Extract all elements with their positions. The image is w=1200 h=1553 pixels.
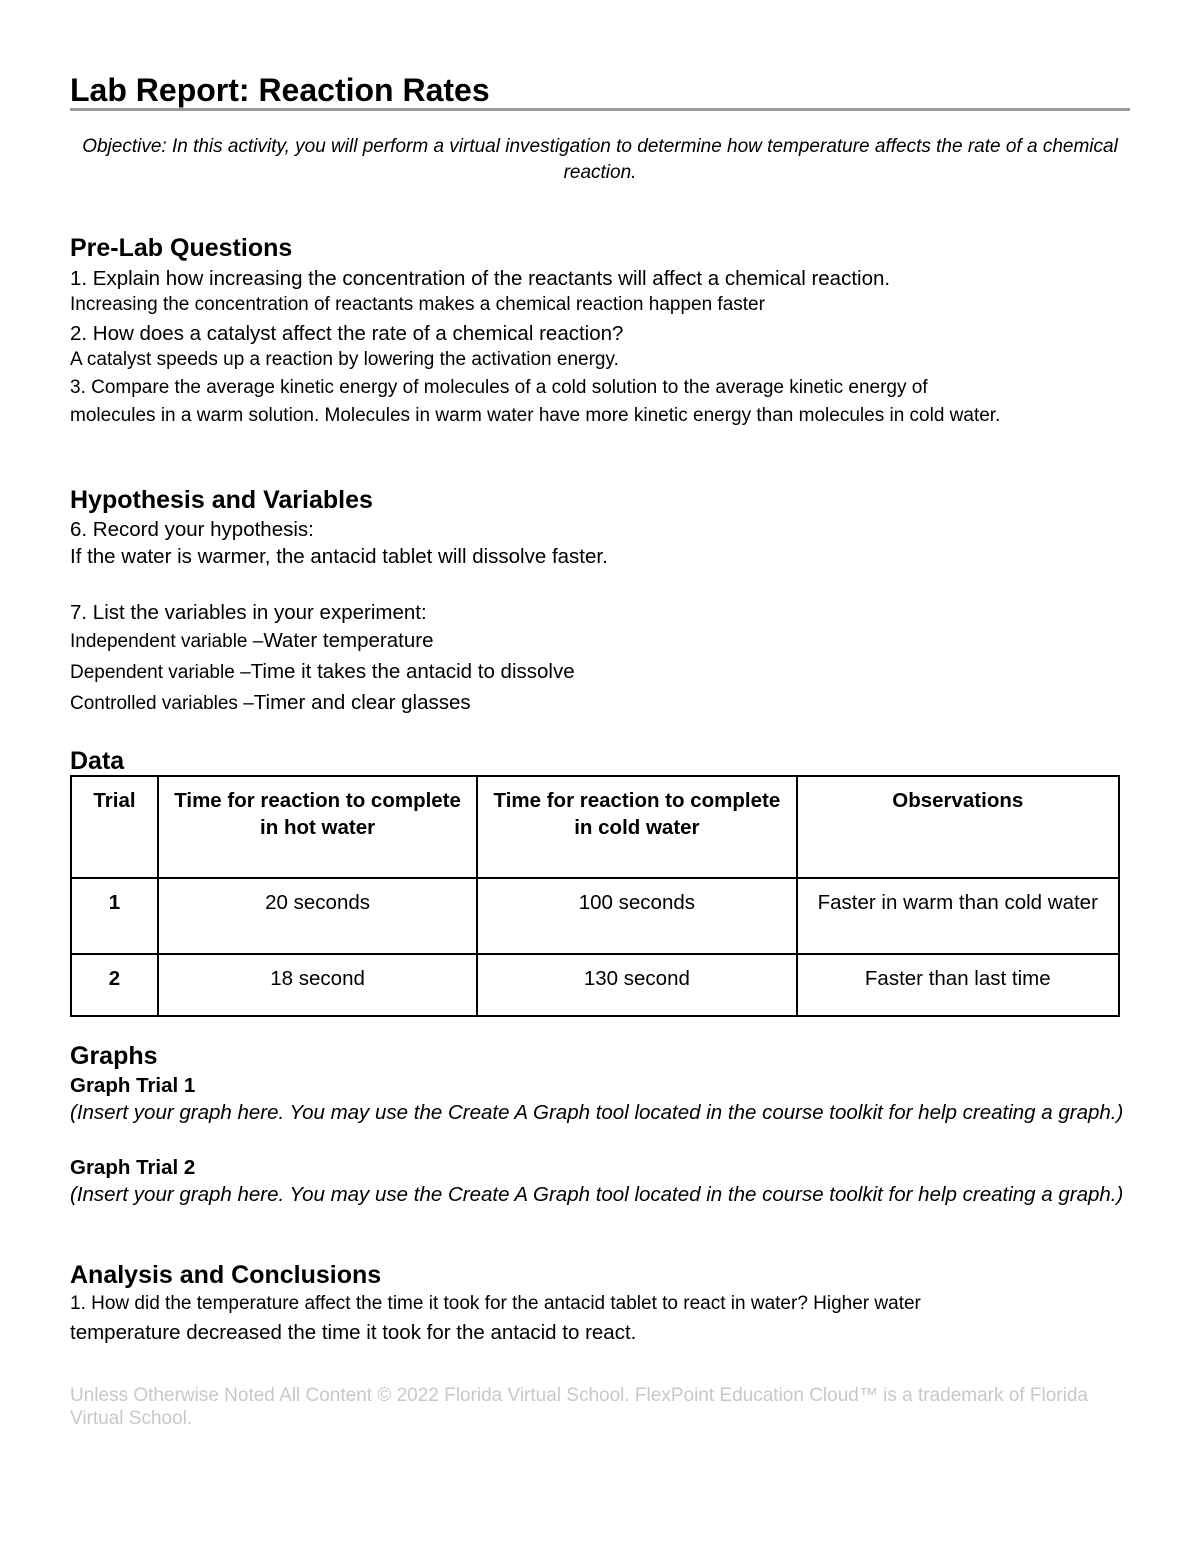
analysis-answer-1: temperature decreased the time it took for the antacid to react. xyxy=(70,1321,637,1344)
prelab-answer-2: A catalyst speeds up a reaction by lowering the activation energy. xyxy=(70,349,619,370)
prelab-heading: Pre-Lab Questions xyxy=(70,234,293,262)
prelab-question-3-line2: molecules in a warm solution. Molecules in warm water have more kinetic energy than molecules in cold water. xyxy=(70,405,1001,426)
page-title: Lab Report: Reaction Rates xyxy=(70,72,490,108)
trial-cell: 1 xyxy=(71,878,158,954)
prelab-question-3-line1: 3. Compare the average kinetic energy of molecules of a cold solution to the average kinetic energy of xyxy=(70,377,928,398)
data-heading: Data xyxy=(70,747,125,775)
header-trial: Trial xyxy=(71,776,158,878)
title-divider xyxy=(70,108,1130,111)
prelab-question-1: 1. Explain how increasing the concentration of the reactants will affect a chemical reaction. xyxy=(70,267,891,290)
analysis-question-1: 1. How did the temperature affect the time it took for the antacid tablet to react in water? Higher water xyxy=(70,1293,921,1314)
header-cold-water: Time for reaction to complete in cold water xyxy=(477,776,796,878)
controlled-variables-value: Timer and clear glasses xyxy=(253,691,471,714)
hot-water-cell: 20 seconds xyxy=(158,878,477,954)
cold-water-cell: 100 seconds xyxy=(477,878,796,954)
graph-trial-2-heading: Graph Trial 2 xyxy=(70,1156,196,1179)
independent-variable-value: Water temperature xyxy=(263,629,434,652)
observations-cell: Faster in warm than cold water xyxy=(797,878,1119,954)
independent-variable-label: Independent variable – xyxy=(70,631,264,652)
hypothesis-answer-6: If the water is warmer, the antacid tablet will dissolve faster. xyxy=(70,545,608,568)
data-table xyxy=(70,775,1120,1017)
header-hot-water: Time for reaction to complete in hot water xyxy=(158,776,477,878)
cold-water-cell: 130 second xyxy=(477,954,796,1016)
hot-water-cell: 18 second xyxy=(158,954,477,1016)
analysis-heading: Analysis and Conclusions xyxy=(70,1261,382,1289)
dependent-variable xyxy=(70,659,575,687)
copyright-footer: Unless Otherwise Noted All Content © 2022 Florida Virtual School. FlexPoint Education Cloud™ is a trademark of Florida Virtual School. xyxy=(70,1385,1088,1429)
observations-cell: Faster than last time xyxy=(797,954,1119,1016)
dependent-variable-value: Time it takes the antacid to dissolve xyxy=(250,660,575,683)
controlled-variables-label: Controlled variables – xyxy=(70,693,254,714)
prelab-question-2: 2. How does a catalyst affect the rate of a chemical reaction? xyxy=(70,322,624,345)
hypothesis-question-7: 7. List the variables in your experiment: xyxy=(70,601,427,624)
objective-text: Objective: In this activity, you will perform a virtual investigation to determine how temperature affects the rate of a chemical reaction. xyxy=(82,136,1118,183)
independent-variable xyxy=(70,628,433,656)
graph-trial-1-heading: Graph Trial 1 xyxy=(70,1074,196,1097)
table-row xyxy=(71,954,1119,1016)
graphs-heading: Graphs xyxy=(70,1042,158,1070)
dependent-variable-label: Dependent variable – xyxy=(70,662,251,683)
controlled-variables xyxy=(70,690,471,718)
table-row xyxy=(71,878,1119,954)
trial-cell: 2 xyxy=(71,954,158,1016)
hypothesis-heading: Hypothesis and Variables xyxy=(70,486,373,514)
table-header-row xyxy=(71,776,1119,878)
hypothesis-question-6: 6. Record your hypothesis: xyxy=(70,518,314,541)
prelab-answer-1: Increasing the concentration of reactants makes a chemical reaction happen faster xyxy=(70,294,765,315)
header-observations: Observations xyxy=(797,776,1119,878)
graph-trial-2-text: (Insert your graph here. You may use the Create A Graph tool located in the course toolkit for help creating a graph.) xyxy=(70,1183,1124,1206)
graph-trial-1-text: (Insert your graph here. You may use the Create A Graph tool located in the course toolkit for help creating a graph.) xyxy=(70,1101,1124,1124)
